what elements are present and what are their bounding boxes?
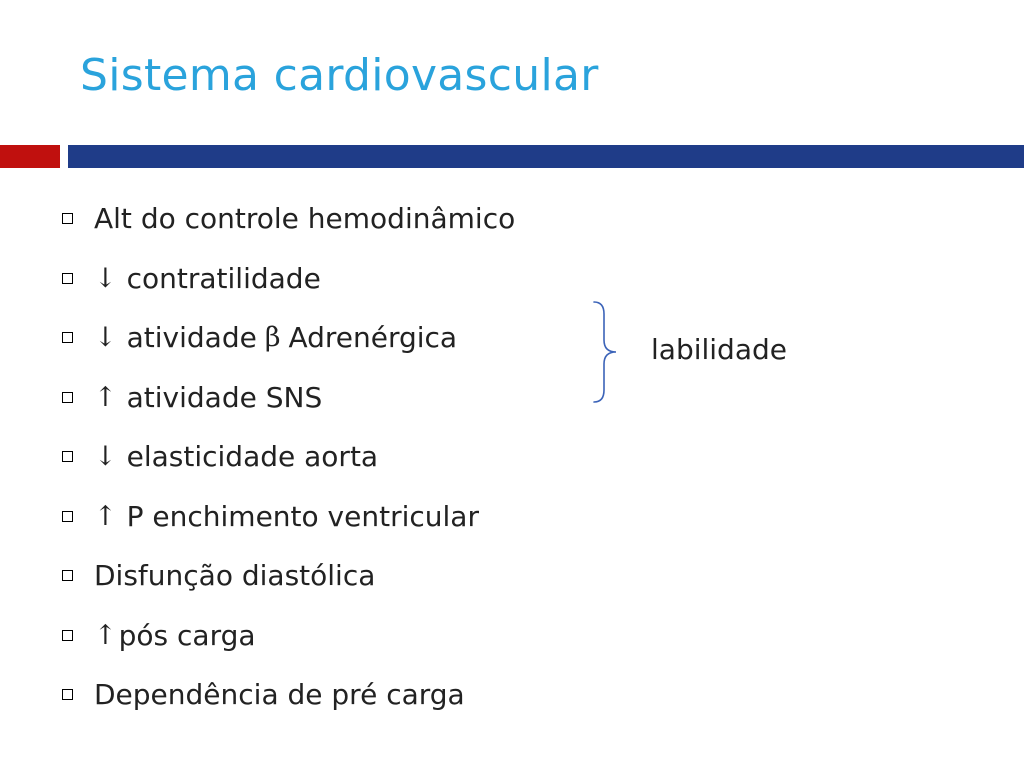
bullet-text: contratilidade	[126, 261, 321, 295]
arrow-up-icon: ↑	[94, 381, 117, 413]
square-bullet-icon	[62, 511, 73, 522]
arrow-up-icon: ↑	[94, 500, 117, 532]
list-item	[62, 189, 515, 249]
accent-bar-red	[0, 145, 60, 168]
list-item	[62, 249, 515, 309]
slide-title: Sistema cardiovascular	[80, 50, 599, 101]
square-bullet-icon	[62, 332, 73, 343]
beta-symbol-icon: β	[264, 322, 281, 354]
square-bullet-icon	[62, 630, 73, 641]
bullet-text: pós carga	[118, 618, 256, 652]
arrow-down-icon: ↓	[94, 262, 117, 294]
bullet-text: atividade	[126, 321, 257, 355]
square-bullet-icon	[62, 689, 73, 700]
bullet-text-after: Adrenérgica	[288, 321, 458, 355]
arrow-up-icon: ↑	[94, 619, 117, 651]
bullet-text: Alt do controle hemodinâmico	[94, 202, 516, 236]
brace-label: labilidade	[651, 333, 787, 366]
bullet-text: P enchimento ventricular	[126, 499, 479, 533]
square-bullet-icon	[62, 273, 73, 284]
square-bullet-icon	[62, 451, 73, 462]
arrow-down-icon: ↓	[94, 441, 117, 473]
list-item	[62, 665, 515, 725]
list-item	[62, 427, 515, 487]
bullet-text: atividade SNS	[126, 380, 323, 414]
square-bullet-icon	[62, 392, 73, 403]
square-bullet-icon	[62, 570, 73, 581]
arrow-down-icon: ↓	[94, 322, 117, 354]
bullet-text: elasticidade aorta	[126, 440, 379, 474]
square-bullet-icon	[62, 213, 73, 224]
accent-bar-blue	[68, 145, 1024, 168]
list-item	[62, 368, 515, 428]
list-item	[62, 487, 515, 547]
list-item	[62, 546, 515, 606]
bullet-text: Disfunção diastólica	[94, 559, 376, 593]
list-item	[62, 308, 515, 368]
list-item	[62, 606, 515, 666]
bullet-list	[62, 189, 515, 725]
right-curly-brace-icon	[586, 300, 626, 404]
bullet-text: Dependência de pré carga	[94, 678, 465, 712]
